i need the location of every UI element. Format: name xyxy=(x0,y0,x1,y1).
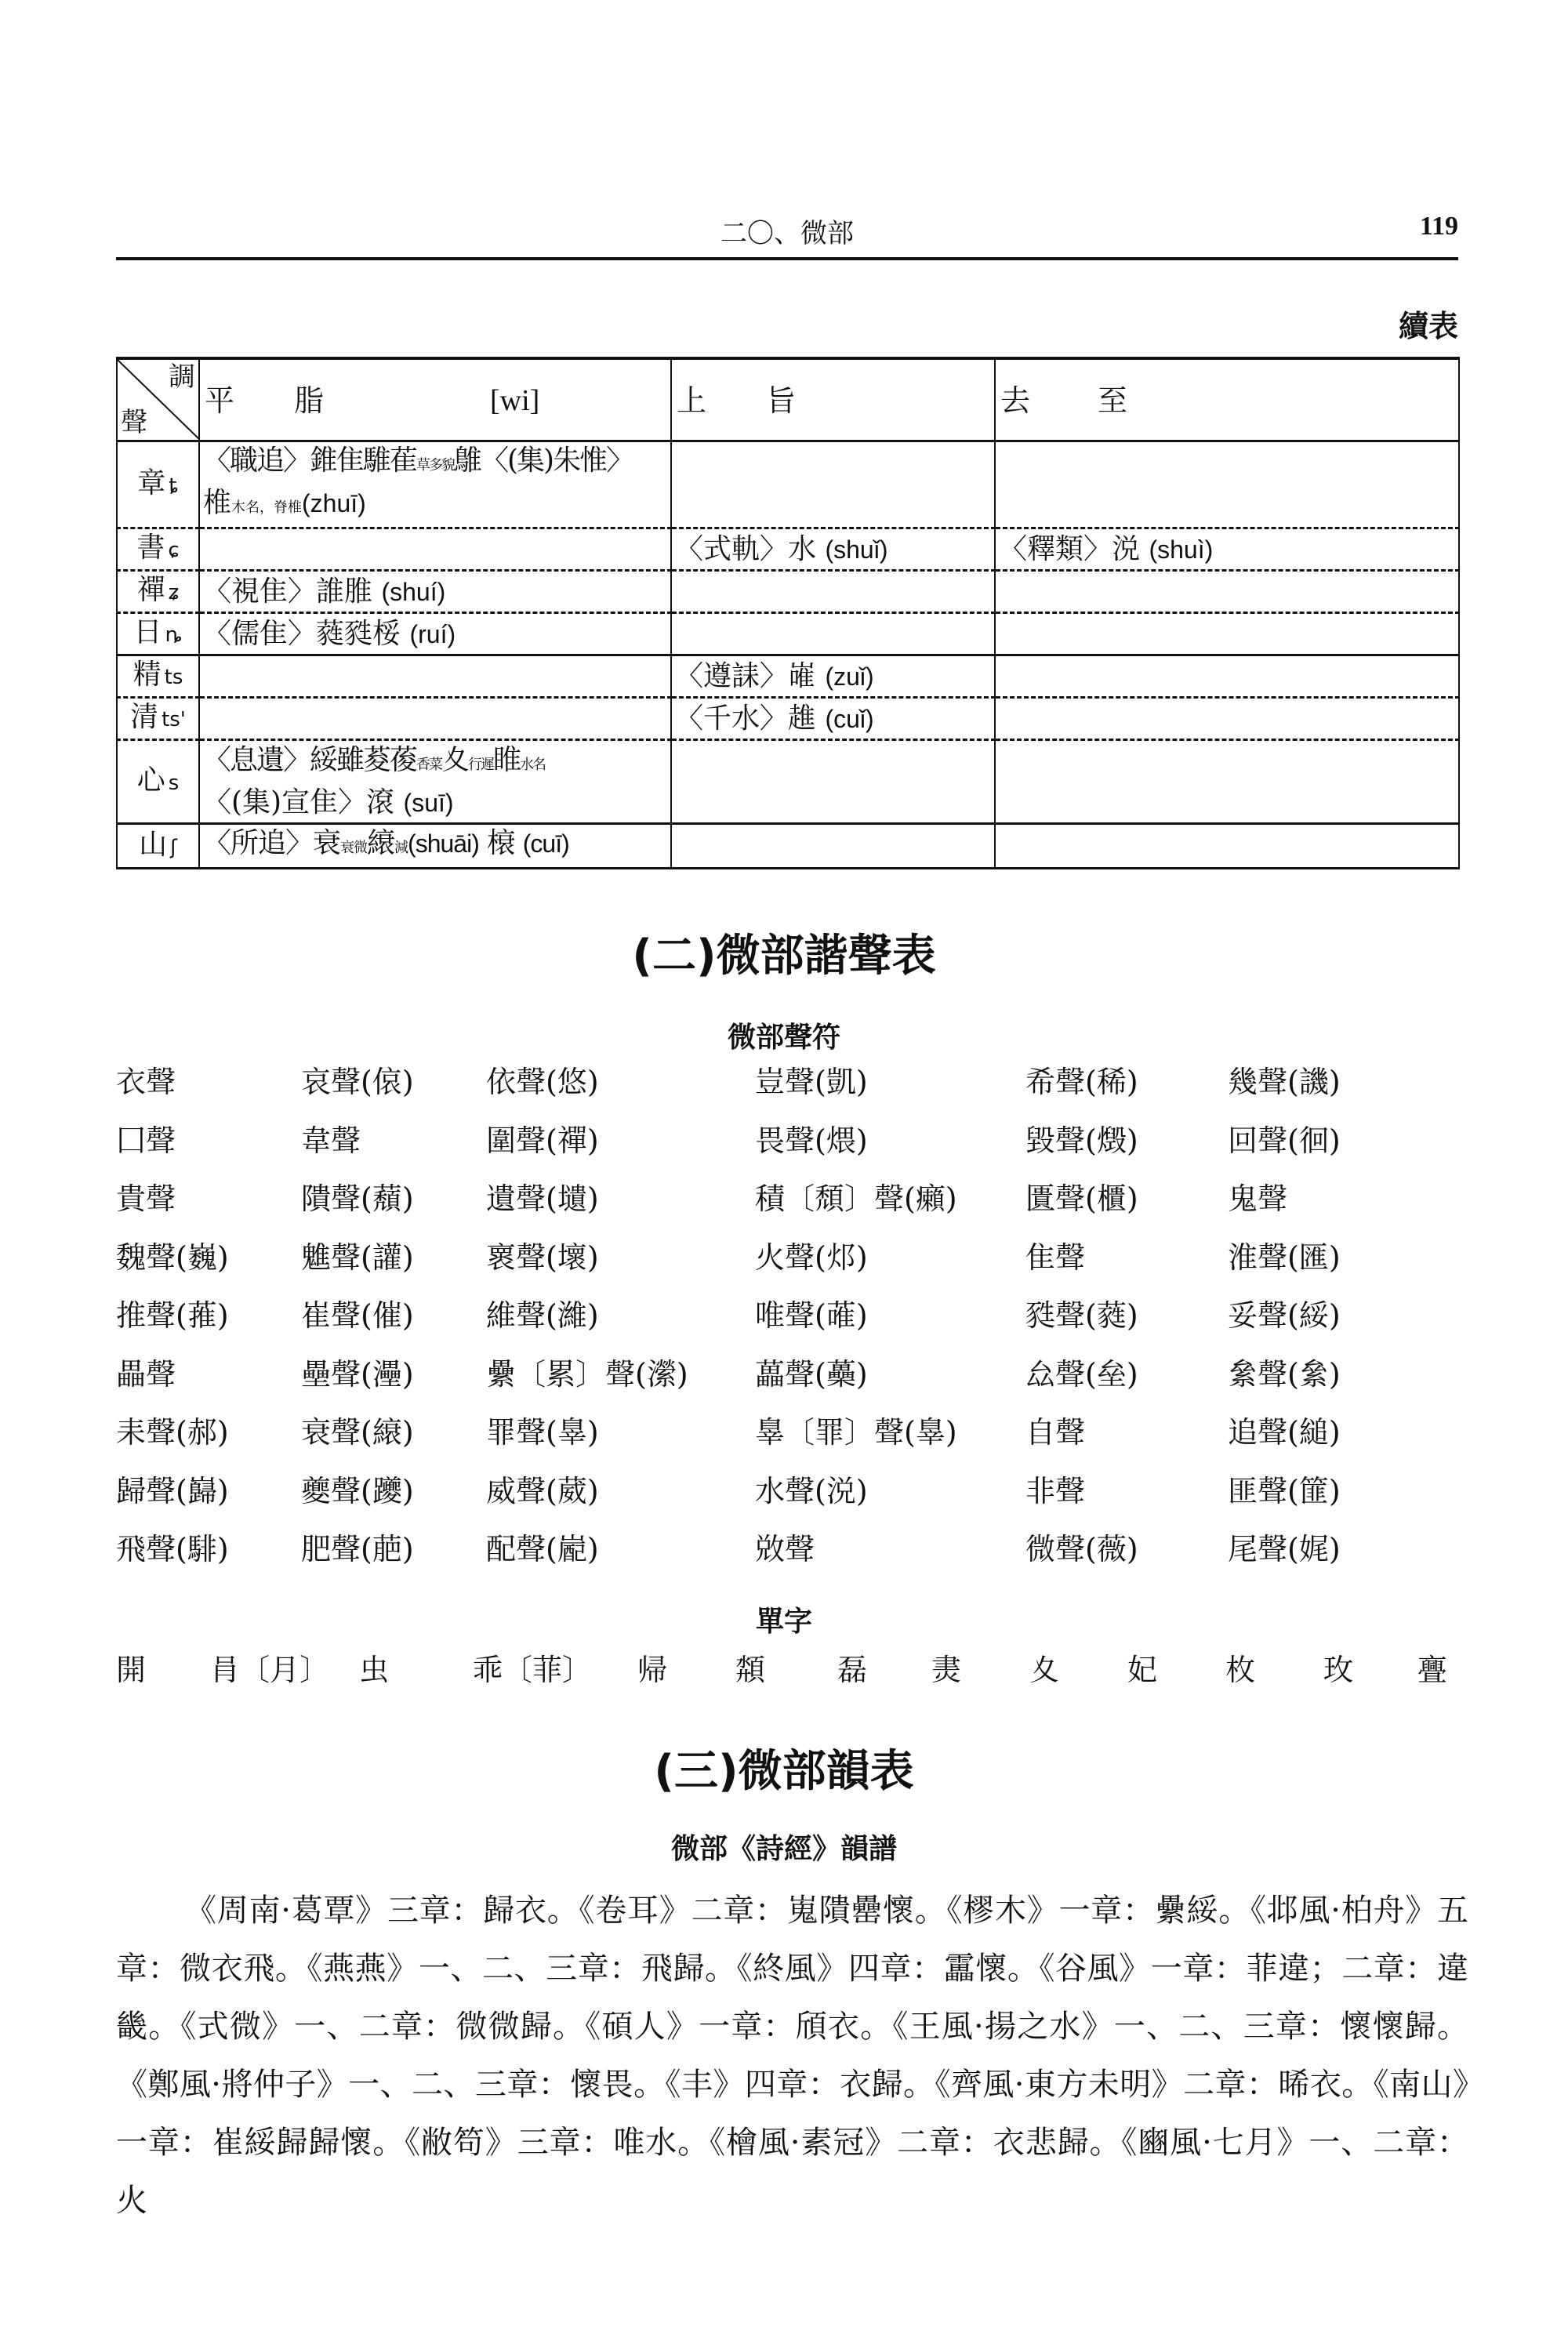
phonetic-series-item: 維聲(濰) xyxy=(486,1298,599,1333)
phonetic-series-item: 推聲(蓷) xyxy=(116,1298,229,1333)
phonetic-series-item: 韋聲 xyxy=(301,1123,361,1158)
initials-rhyme-table xyxy=(116,357,1460,869)
single-char: 枚 xyxy=(1225,1653,1256,1687)
phonetic-series-item: 淮聲(匯) xyxy=(1228,1240,1341,1275)
phonetic-series-item: 微聲(薇) xyxy=(1025,1532,1138,1566)
series-row xyxy=(116,1472,1496,1530)
table-row xyxy=(117,740,1459,824)
chapter-title: 二〇、微部 xyxy=(720,218,854,249)
table-row xyxy=(117,824,1459,869)
syllable-text: 縗 xyxy=(367,827,395,859)
series-row xyxy=(116,1530,1496,1588)
series-row xyxy=(116,1413,1496,1472)
phonetic-series-item: 壘聲(灅) xyxy=(301,1356,414,1392)
single-char: 乖〔菲〕 xyxy=(473,1653,593,1687)
shang-cell xyxy=(671,528,995,571)
initial-cell xyxy=(117,441,199,528)
initial-ipa: ʃ xyxy=(170,835,177,859)
syllable-text: 〈儒隹〉蕤甤桵 xyxy=(203,617,401,650)
initial-ipa: ts xyxy=(164,666,183,689)
series-row xyxy=(116,1355,1496,1414)
section-title-rhyme-table: (三)微部韻表 xyxy=(654,1746,914,1797)
syllable-text: 〈式軌〉水 xyxy=(675,532,817,565)
initial-cell xyxy=(117,824,199,869)
column-header-ping xyxy=(199,358,671,441)
qu-cell xyxy=(995,740,1459,824)
initial-char: 書 xyxy=(136,532,165,564)
gloss-note: 水名 xyxy=(520,757,546,773)
syllable-text: 〈職追〉錐隹騅萑 xyxy=(203,445,417,477)
phonetic-series-item: 希聲(稀) xyxy=(1025,1065,1138,1099)
table-row xyxy=(117,441,1459,528)
phonetic-series-item: 圍聲(禪) xyxy=(486,1123,599,1158)
phonetic-series-item: 甤聲(蕤) xyxy=(1025,1298,1138,1333)
qu-cell xyxy=(995,655,1459,698)
continued-table-label: 續表 xyxy=(1398,309,1458,343)
initial-char: 精 xyxy=(132,659,162,691)
phonetic-series-item: 哀聲(偯) xyxy=(301,1065,414,1099)
phonetic-series-item: 幾聲(譏) xyxy=(1228,1065,1341,1099)
pinyin: (zhuī) xyxy=(302,489,366,517)
page-number: 119 xyxy=(1419,212,1458,241)
initial-ipa: ʑ xyxy=(168,581,180,604)
pinyin: (zuǐ) xyxy=(825,662,874,691)
corner-initial-label: 聲 xyxy=(121,407,147,438)
subtitle-single-chars: 單字 xyxy=(755,1606,812,1638)
table-row xyxy=(117,698,1459,740)
table-row xyxy=(117,655,1459,698)
single-char: 㶳 xyxy=(931,1653,962,1687)
syllable-text: 榱 xyxy=(478,827,515,859)
ipa-label: [wi] xyxy=(490,384,540,417)
ping-cell xyxy=(199,528,671,571)
single-char: 玫 xyxy=(1323,1653,1354,1687)
gloss-note: 木名，脊椎 xyxy=(231,499,303,516)
phonetic-series-item: 辠〔罪〕聲(辠) xyxy=(755,1415,957,1450)
phonetic-series-item: 水聲(涚) xyxy=(755,1473,868,1508)
phonetic-series-item: 魏聲(巍) xyxy=(116,1240,229,1275)
gloss-note: 減 xyxy=(394,840,408,856)
pinyin: (shuí) xyxy=(381,577,446,606)
gloss-note: 行遲 xyxy=(468,757,494,773)
syllable-text: 鵻〈(集)朱惟〉 xyxy=(454,445,633,477)
ping-cell xyxy=(199,441,671,528)
phonetic-series-grid xyxy=(116,1062,1496,1588)
phonetic-series-item: 夔聲(躨) xyxy=(301,1473,414,1508)
phonetic-series-item: 積〔頹〕聲(癩) xyxy=(755,1181,957,1216)
phonetic-series-item: 囗聲 xyxy=(116,1123,176,1158)
gloss-note: 衰微 xyxy=(340,840,368,856)
single-char: 妃 xyxy=(1127,1653,1158,1687)
series-row xyxy=(116,1062,1496,1121)
phonetic-series-item: 唯聲(蓶) xyxy=(755,1298,868,1333)
qu-cell xyxy=(995,528,1459,571)
syllable-text: 椎 xyxy=(203,487,232,519)
pinyin: (cuǐ) xyxy=(825,704,874,733)
subtitle-phonetic-components: 微部聲符 xyxy=(727,1022,840,1054)
column-header-qu xyxy=(995,358,1459,441)
initial-char: 心 xyxy=(136,764,165,797)
single-characters-row xyxy=(116,1650,1458,1697)
phonetic-series-item: 匪聲(篚) xyxy=(1228,1473,1341,1508)
initial-ipa: ȵ xyxy=(165,623,183,647)
phonetic-series-item: 貴聲 xyxy=(116,1181,176,1216)
phonetic-series-item: 非聲 xyxy=(1025,1473,1086,1508)
syllable-text: 〈(集)宣隹〉滾 xyxy=(203,786,395,818)
phonetic-series-item: 肥聲(萉) xyxy=(301,1532,414,1566)
phonetic-series-item: 自聲 xyxy=(1025,1415,1086,1450)
ping-cell xyxy=(199,571,671,613)
rhyme-label: 至 xyxy=(1098,383,1128,418)
syllable-text: 〈息遺〉綏雖荾葰 xyxy=(203,744,417,776)
initial-cell xyxy=(117,740,199,824)
corner-cell xyxy=(117,358,199,441)
phonetic-series-item: 崔聲(催) xyxy=(301,1298,414,1333)
phonetic-series-item: 畾聲 xyxy=(116,1356,176,1392)
phonetic-series-item: 鬼聲 xyxy=(1228,1181,1288,1216)
shang-cell xyxy=(671,613,995,655)
phonetic-series-item: 罪聲(辠) xyxy=(486,1415,599,1450)
initial-ipa: ts' xyxy=(162,708,186,731)
phonetic-series-item: 飛聲(騑) xyxy=(116,1532,229,1566)
phonetic-series-item: 魋聲(讙) xyxy=(301,1240,414,1275)
phonetic-series-item: 厽聲(垒) xyxy=(1025,1356,1138,1392)
qu-cell xyxy=(995,698,1459,740)
running-head xyxy=(116,205,1458,252)
phonetic-series-item: 歸聲(巋) xyxy=(116,1473,229,1508)
initial-ipa: ɕ xyxy=(168,539,180,562)
subtitle-shijing-rhymes: 微部《詩經》韻譜 xyxy=(670,1833,897,1865)
phonetic-series-item: 隹聲 xyxy=(1025,1240,1086,1275)
pinyin: (cuī) xyxy=(522,829,569,858)
series-row xyxy=(116,1179,1496,1238)
initial-cell xyxy=(117,698,199,740)
tone-label: 上 xyxy=(677,383,707,418)
phonetic-series-item: 耒聲(郝) xyxy=(116,1415,229,1450)
qu-cell xyxy=(995,441,1459,528)
initial-char: 清 xyxy=(130,701,159,733)
phonetic-series-item: 尾聲(娓) xyxy=(1228,1532,1341,1566)
phonetic-series-item: 火聲(邩) xyxy=(755,1240,868,1275)
initial-ipa: s xyxy=(168,771,180,795)
syllable-text: 〈釋類〉涚 xyxy=(999,532,1141,565)
phonetic-series-item: 依聲(悠) xyxy=(486,1065,599,1099)
ping-cell xyxy=(199,698,671,740)
shang-cell xyxy=(671,655,995,698)
single-char: 頮 xyxy=(735,1653,766,1687)
initial-cell xyxy=(117,613,199,655)
phonetic-series-item: 妥聲(綏) xyxy=(1228,1298,1341,1333)
phonetic-series-item: 敚聲 xyxy=(755,1532,815,1566)
single-char: 帰 xyxy=(637,1653,668,1687)
phonetic-series-item: 豈聲(凱) xyxy=(755,1065,868,1099)
shang-cell xyxy=(671,698,995,740)
phonetic-series-item: 褱聲(壞) xyxy=(486,1240,599,1275)
section-title-phonetic-series: (二)微部諧聲表 xyxy=(632,931,936,982)
single-char: 虫 xyxy=(359,1653,390,1687)
single-char: 開 xyxy=(116,1653,147,1687)
shang-cell xyxy=(671,571,995,613)
phonetic-series-item: 畏聲(煨) xyxy=(755,1123,868,1158)
qu-cell xyxy=(995,613,1459,655)
initial-char: 禪 xyxy=(136,574,165,606)
initial-char: 日 xyxy=(133,616,162,648)
table-row xyxy=(117,613,1459,655)
initial-char: 山 xyxy=(139,828,168,861)
syllable-text: 夊 xyxy=(441,744,469,776)
syllable-text: 〈視隹〉誰脽 xyxy=(203,575,373,608)
phonetic-series-item: 衣聲 xyxy=(116,1065,176,1099)
phonetic-series-item: 威聲(葳) xyxy=(486,1473,599,1508)
single-char: 夊 xyxy=(1029,1653,1060,1687)
tone-label: 平 xyxy=(205,383,235,418)
qu-cell xyxy=(995,824,1459,869)
gloss-note: 草多貌 xyxy=(416,457,455,474)
ping-cell xyxy=(199,740,671,824)
syllable-text: 〈遵誄〉嶉 xyxy=(675,659,817,692)
shang-cell xyxy=(671,441,995,528)
phonetic-series-item: 絫聲(絫) xyxy=(1228,1356,1341,1392)
rhyme-label: 脂 xyxy=(294,383,325,418)
phonetic-series-item: 隤聲(蘈) xyxy=(301,1181,414,1216)
shang-cell xyxy=(671,824,995,869)
single-char: 磊 xyxy=(837,1653,868,1687)
single-char: 肙〔月〕 xyxy=(210,1653,330,1687)
phonetic-series-item: 纍〔累〕聲(瀠) xyxy=(486,1356,688,1392)
phonetic-series-item: 回聲(徊) xyxy=(1228,1123,1341,1158)
ping-cell xyxy=(199,655,671,698)
pinyin: (suī) xyxy=(403,789,454,817)
syllable-text: 睢 xyxy=(493,744,521,776)
initial-cell xyxy=(117,571,199,613)
phonetic-series-item: 藟聲(蘽) xyxy=(755,1356,868,1392)
phonetic-series-item: 毀聲(燬) xyxy=(1025,1123,1138,1158)
ping-cell xyxy=(199,824,671,869)
phonetic-series-item: 配聲(嶏) xyxy=(486,1532,599,1566)
table-row xyxy=(117,528,1459,571)
syllable-text: 〈千水〉趡 xyxy=(675,702,817,735)
shang-cell xyxy=(671,740,995,824)
table-header-row xyxy=(117,358,1459,441)
syllable-text: 〈所追〉衰 xyxy=(203,827,341,859)
initial-cell xyxy=(117,655,199,698)
pinyin: (shuǐ) xyxy=(825,535,888,564)
column-header-shang xyxy=(671,358,995,441)
qu-cell xyxy=(995,571,1459,613)
initial-ipa: ȶ xyxy=(169,474,179,498)
series-row xyxy=(116,1238,1496,1297)
pinyin: (shuì) xyxy=(1149,535,1214,564)
pinyin: (shuāi) xyxy=(408,829,479,858)
header-rule xyxy=(116,257,1458,260)
phonetic-series-item: 衰聲(縗) xyxy=(301,1415,414,1450)
rhyme-paragraph: 《周南·葛覃》三章：歸衣。《卷耳》二章：嵬隤罍懷。《樛木》一章：纍綏。《邶風·柏舟》五章：微衣飛。《燕燕》一、二、三章：飛歸。《終風》四章：靁懷。《谷風》一章：菲違；二章：違畿。《式微》一、二章：微微歸。《碩人》一章：頎衣。《王風·揚之水》一、二、三章：懷懷歸。《鄭風·將仲子》一、二、三章：懷畏。《丰》四章：衣歸。《齊風·東方未明》二章：晞衣。《南山》一章：崔綏歸歸懷。《敝笱》三章：唯水。《檜風·素冠》二章：衣悲歸。《豳風·七月》一、二章：火 xyxy=(116,1893,1468,2219)
tone-label: 去 xyxy=(1000,383,1031,418)
series-row xyxy=(116,1121,1496,1180)
ping-cell xyxy=(199,613,671,655)
phonetic-series-item: 匱聲(櫃) xyxy=(1025,1181,1138,1216)
phonetic-series-item: 追聲(縋) xyxy=(1228,1415,1341,1450)
phonetic-series-item: 遺聲(壝) xyxy=(486,1181,599,1216)
series-row xyxy=(116,1296,1496,1355)
pinyin: (ruí) xyxy=(409,619,456,648)
rhyme-label: 旨 xyxy=(766,383,797,418)
single-char: 亹 xyxy=(1417,1653,1448,1687)
gloss-note: 香菜 xyxy=(416,757,442,773)
initial-char: 章 xyxy=(137,466,166,499)
table-row xyxy=(117,571,1459,613)
corner-tone-label: 調 xyxy=(169,361,195,393)
initial-cell xyxy=(117,528,199,571)
